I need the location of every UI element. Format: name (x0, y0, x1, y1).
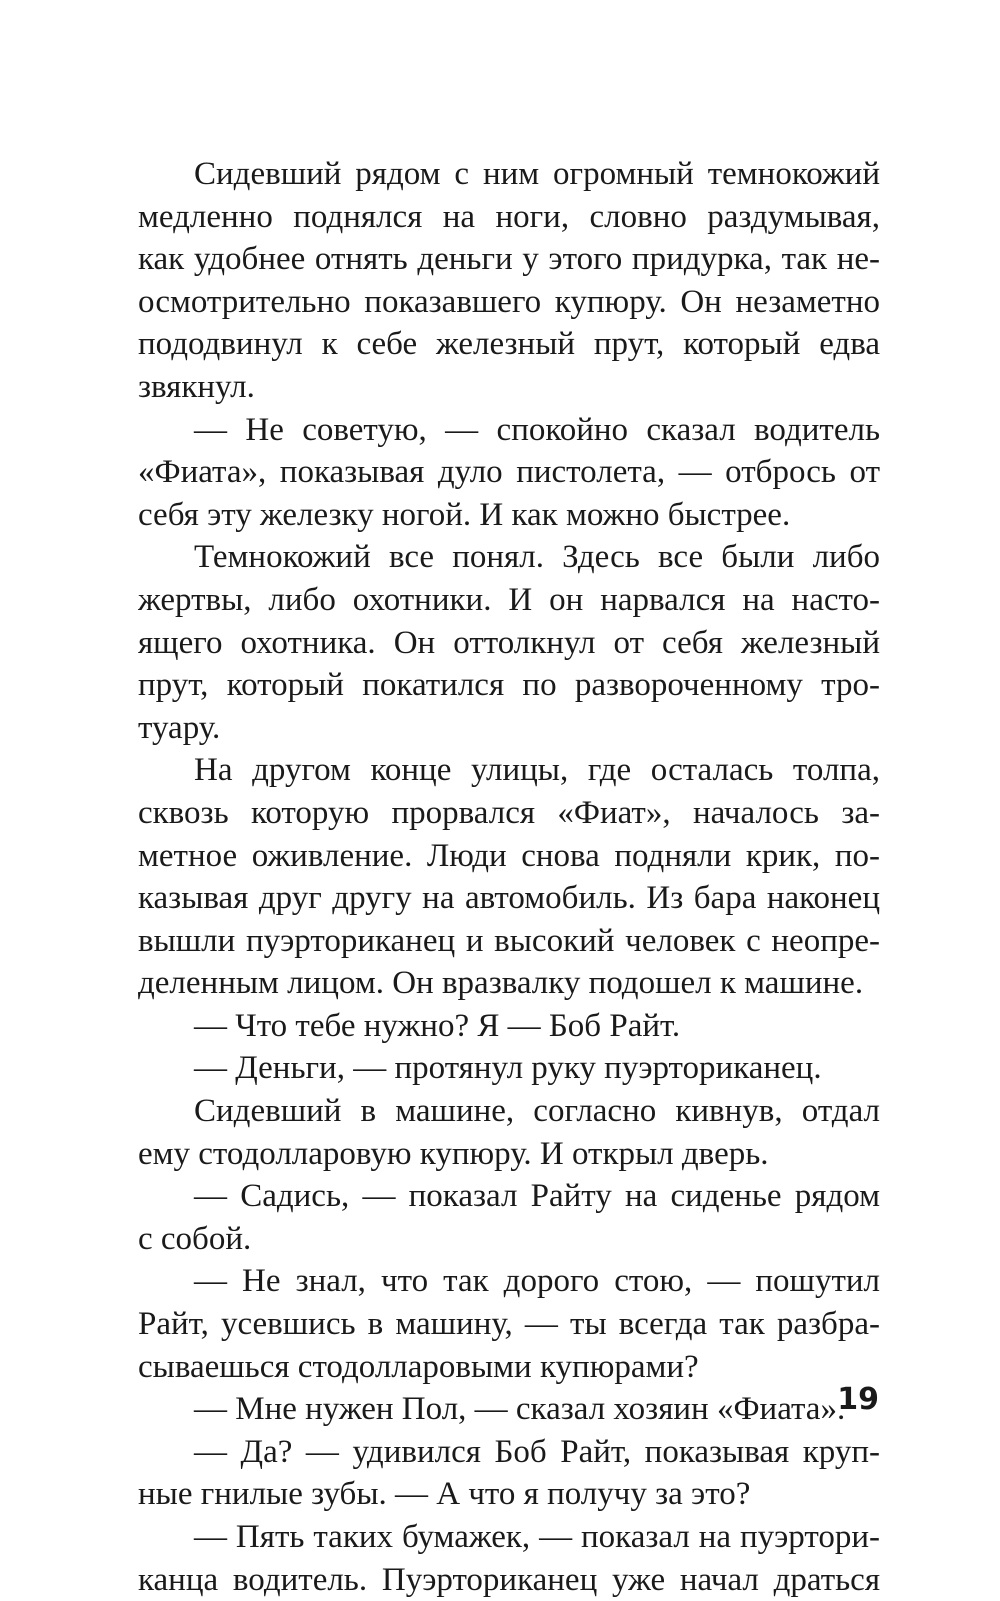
text-line: сываешься стодолларовыми купюрами? (138, 1348, 699, 1385)
text-line: — Садись, — показал Райту на сиденье рядом (194, 1178, 880, 1215)
text-line: — Деньги, — протянул руку пуэрториканец. (194, 1050, 822, 1087)
text-line: «Фиата», показывая дуло пистолета, — отбрось от (138, 454, 880, 491)
text-line: прут, который покатился по развороченному тро- (138, 667, 880, 704)
text-line: метное оживление. Люди снова подняли крик, по- (138, 837, 880, 874)
text-line: осмотрительно показавшего купюру. Он незаметно (138, 283, 880, 320)
text-line: Сидевший рядом с ним огромный темнокожий (194, 156, 880, 192)
text-line: Райт, усевшись в машину, — ты всегда так разбра- (138, 1306, 880, 1343)
text-line: ему стодолларовую купюру. И открыл дверь. (138, 1135, 769, 1172)
text-line: Темнокожий все понял. Здесь все были либо (194, 539, 880, 576)
text-line: медленно поднялся на ноги, словно раздумывая, (138, 198, 880, 235)
text-line: жертвы, либо охотники. И он нарвался на насто- (138, 581, 880, 618)
text-line: с собой. (138, 1220, 252, 1257)
text-line: — Что тебе нужно? Я — Боб Райт. (194, 1007, 681, 1044)
text-line: — Пять таких бумажек, — показал на пуэртори- (194, 1519, 880, 1555)
text-line: сквозь которую прорвался «Фиат», началось за- (138, 794, 880, 831)
text-line: — Не знал, что так дорого стою, — пошутил (194, 1263, 880, 1300)
text-line: себя эту железку ногой. И как можно быстрее. (138, 496, 791, 533)
text-line: звякнул. (138, 368, 255, 405)
text-line: казывая друг другу на автомобиль. Из бара наконец (138, 880, 880, 917)
text-line: деленным лицом. Он вразвалку подошел к машине. (138, 965, 864, 1002)
text-line: пододвинул к себе железный прут, который едва (138, 326, 880, 363)
text-line: вышли пуэрториканец и высокий человек с неопре- (138, 922, 880, 959)
text-line: На другом конце улицы, где осталась толпа, (194, 752, 880, 789)
text-line: как удобнее отнять деньги у этого придурка, так не- (138, 241, 880, 278)
text-line: ные гнилые зубы. — А что я получу за это? (138, 1476, 751, 1513)
text-line: Сидевший в машине, согласно кивнув, отдал (194, 1093, 880, 1130)
text-line: туару. (138, 709, 221, 746)
text-line: канца водитель. Пуэрториканец уже начал драться (138, 1561, 880, 1598)
page-number: 19 (837, 1382, 879, 1417)
text-line: — Да? — удивился Боб Райт, показывая круп- (194, 1433, 880, 1470)
text-line: — Мне нужен Пол, — сказал хозяин «Фиата». (194, 1391, 846, 1428)
body-text (138, 153, 880, 1601)
text-line: — Не советую, — спокойно сказал водитель (194, 411, 880, 448)
text-line: ящего охотника. Он оттолкнул от себя железный (138, 624, 880, 661)
